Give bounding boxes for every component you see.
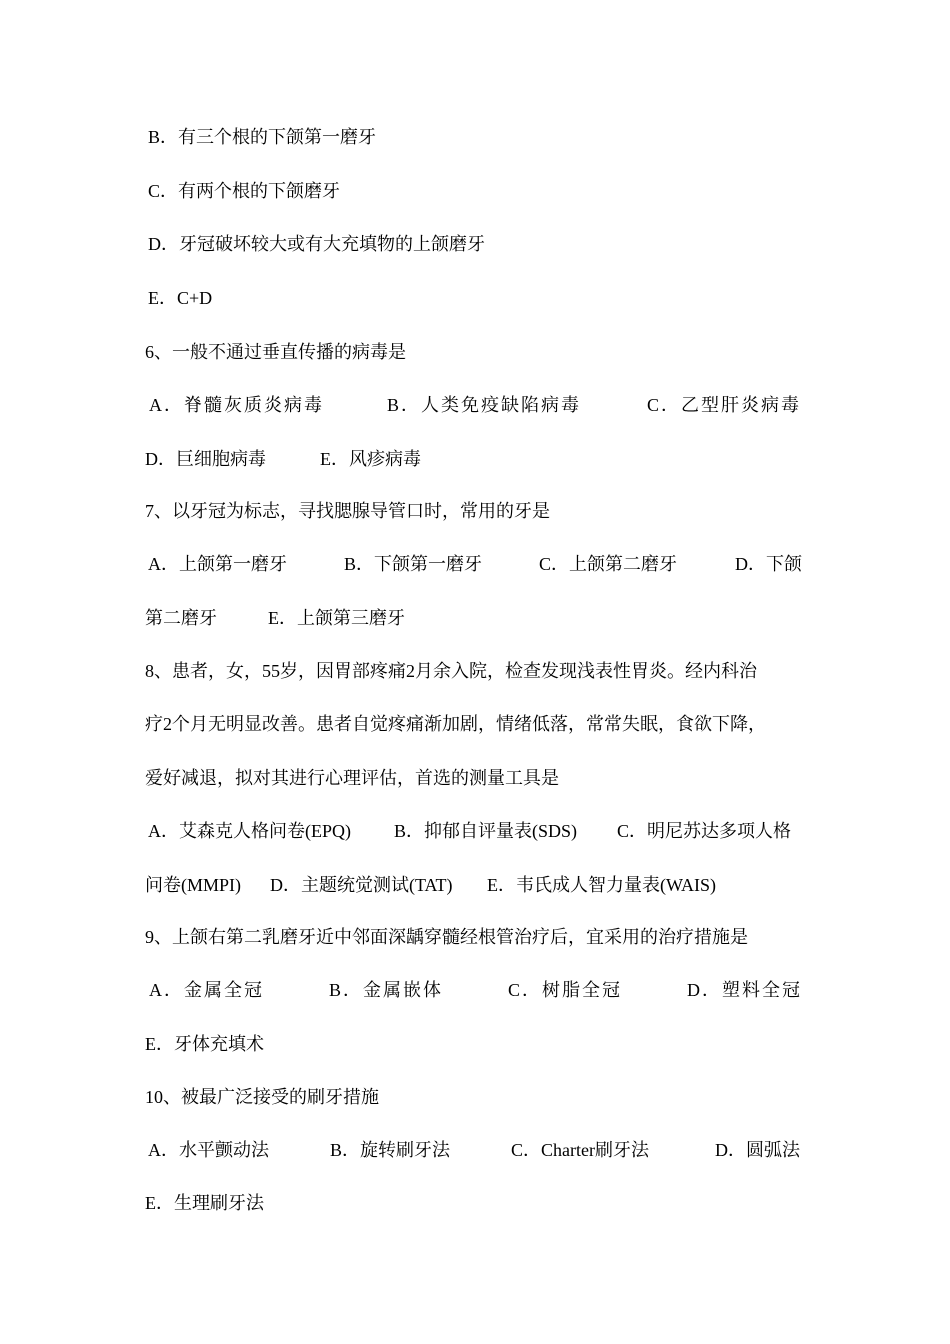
option-text: C．乙型肝炎病毒 [647,395,802,415]
option-text: C．Charter刷牙法 [511,1140,649,1160]
option-text: B．有三个根的下颌第一磨牙 [148,127,377,147]
question-text: 7、以牙冠为标志，寻找腮腺导管口时，常用的牙是 [145,501,550,521]
option-text: A．脊髓灰质炎病毒 [149,395,324,415]
option-text: A．金属全冠 [149,980,264,1000]
question-text: 10、被最广泛接受的刷牙措施 [145,1087,379,1107]
option-text: D．巨细胞病毒 [145,449,266,469]
option-text: D．下颌 [735,554,802,574]
option-text: A．水平颤动法 [148,1140,269,1160]
option-text: D．塑料全冠 [687,980,802,1000]
option-text: B．抑郁自评量表(SDS) [394,821,578,841]
option-text: A．上颌第一磨牙 [148,554,287,574]
option-text: B．金属嵌体 [329,980,444,1000]
option-text: D．牙冠破坏较大或有大充填物的上颌磨牙 [148,234,485,254]
option-text: C．上颌第二磨牙 [539,554,678,574]
option-text: B．人类免疫缺陷病毒 [387,395,582,415]
question-text: 8、患者，女，55岁，因胃部疼痛2月余入院，检查发现浅表性胃炎。经内科治 [145,661,757,681]
option-text: E．C+D [148,288,213,308]
option-text: 第二磨牙 [145,608,217,628]
option-text: 问卷(MMPI) [145,875,242,895]
question-text: 9、上颌右第二乳磨牙近中邻面深龋穿髓经根管治疗后，宜采用的治疗措施是 [145,927,748,947]
option-text: C．树脂全冠 [508,980,623,1000]
option-text: E．生理刷牙法 [145,1193,264,1213]
option-text: E．上颌第三磨牙 [268,608,405,628]
option-text: A．艾森克人格问卷(EPQ) [148,821,351,841]
option-text: E．牙体充填术 [145,1034,264,1054]
option-text: D．主题统觉测试(TAT) [270,875,453,895]
question-text: 6、一般不通过垂直传播的病毒是 [145,342,406,362]
question-text: 爱好减退，拟对其进行心理评估，首选的测量工具是 [145,768,559,788]
option-text: B．旋转刷牙法 [330,1140,451,1160]
option-text: C．有两个根的下颌磨牙 [148,181,341,201]
option-text: C．明尼苏达多项人格 [617,821,792,841]
option-text: D．圆弧法 [715,1140,800,1160]
option-text: E．风疹病毒 [320,449,421,469]
option-text: B．下颌第一磨牙 [344,554,483,574]
option-text: E．韦氏成人智力量表(WAIS) [487,875,716,895]
question-text: 疗2个月无明显改善。患者自觉疼痛渐加剧，情绪低落，常常失眠，食欲下降， [145,714,766,734]
